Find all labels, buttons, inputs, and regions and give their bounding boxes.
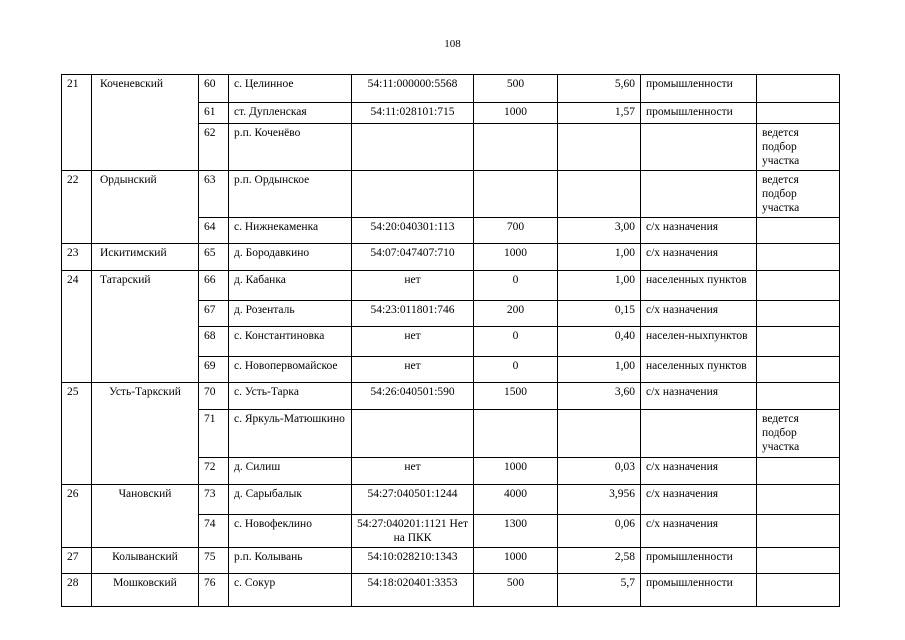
area-cell: 3,00: [558, 218, 641, 244]
row-number: 68: [199, 327, 229, 357]
cadastral-number-cell: нет: [352, 458, 474, 485]
cadastral-number-cell: нет: [352, 271, 474, 301]
table-row: [62, 244, 840, 271]
table-row: [62, 171, 840, 218]
settlement-cell: д. Бородавкино: [229, 244, 352, 271]
table-body: [62, 75, 840, 607]
area-cell: 1,00: [558, 244, 641, 271]
value-cell: 1500: [474, 383, 558, 410]
settlement-cell: с. Нижнекаменка: [229, 218, 352, 244]
row-number: 65: [199, 244, 229, 271]
value-cell: [474, 410, 558, 458]
settlement-cell: д. Розенталь: [229, 301, 352, 327]
purpose-cell: с/х назначения: [641, 218, 757, 244]
row-number: 69: [199, 357, 229, 383]
value-cell: 1000: [474, 548, 558, 574]
row-number: 62: [199, 124, 229, 171]
district-name-cell: Искитимский: [92, 244, 199, 271]
district-name-cell: Колыванский: [92, 548, 199, 574]
row-number: 72: [199, 458, 229, 485]
cadastral-number-cell: нет: [352, 327, 474, 357]
purpose-cell: населен-ныхпунктов: [641, 327, 757, 357]
row-number: 70: [199, 383, 229, 410]
value-cell: 0: [474, 271, 558, 301]
value-cell: 700: [474, 218, 558, 244]
district-number-cell: 21: [62, 75, 92, 171]
cadastral-number-cell: 54:27:040501:1244: [352, 485, 474, 515]
settlement-cell: с. Константиновка: [229, 327, 352, 357]
area-cell: 2,58: [558, 548, 641, 574]
area-cell: 3,60: [558, 383, 641, 410]
purpose-cell: [641, 410, 757, 458]
row-number: 61: [199, 103, 229, 124]
purpose-cell: с/х назначения: [641, 383, 757, 410]
table-row: [62, 548, 840, 574]
area-cell: 3,956: [558, 485, 641, 515]
cadastral-number-cell: 54:20:040301:113: [352, 218, 474, 244]
note-cell: [757, 218, 840, 244]
table-row: [62, 271, 840, 301]
district-name-cell: Мошковский: [92, 574, 199, 607]
district-name-cell: Чановский: [92, 485, 199, 548]
purpose-cell: населенных пунктов: [641, 271, 757, 301]
value-cell: [474, 124, 558, 171]
purpose-cell: [641, 124, 757, 171]
cadastral-number-cell: 54:23:011801:746: [352, 301, 474, 327]
cadastral-number-cell: 54:26:040501:590: [352, 383, 474, 410]
area-cell: 1,00: [558, 357, 641, 383]
district-number-cell: 26: [62, 485, 92, 548]
settlement-cell: д. Сарыбалык: [229, 485, 352, 515]
purpose-cell: промышленности: [641, 548, 757, 574]
cadastral-number-cell: 54:11:000000:5568: [352, 75, 474, 103]
settlement-cell: р.п. Колывань: [229, 548, 352, 574]
cadastral-number-cell: [352, 124, 474, 171]
land-plot-table: [61, 74, 840, 607]
note-cell: [757, 301, 840, 327]
district-name-cell: Коченевский: [92, 75, 199, 171]
settlement-cell: д. Силиш: [229, 458, 352, 485]
cadastral-number-cell: 54:18:020401:3353: [352, 574, 474, 607]
row-number: 73: [199, 485, 229, 515]
row-number: 75: [199, 548, 229, 574]
area-cell: [558, 171, 641, 218]
value-cell: 0: [474, 327, 558, 357]
table-row: [62, 574, 840, 607]
district-name-cell: Усть-Таркский: [92, 383, 199, 485]
purpose-cell: с/х назначения: [641, 244, 757, 271]
district-number-cell: 25: [62, 383, 92, 485]
district-number-cell: 27: [62, 548, 92, 574]
row-number: 71: [199, 410, 229, 458]
value-cell: 1300: [474, 515, 558, 548]
note-cell: [757, 75, 840, 103]
area-cell: 0,06: [558, 515, 641, 548]
area-cell: 1,57: [558, 103, 641, 124]
purpose-cell: с/х назначения: [641, 515, 757, 548]
value-cell: [474, 171, 558, 218]
district-number-cell: 23: [62, 244, 92, 271]
purpose-cell: населенных пунктов: [641, 357, 757, 383]
note-cell: [757, 485, 840, 515]
note-cell: [757, 357, 840, 383]
row-number: 67: [199, 301, 229, 327]
value-cell: 1000: [474, 103, 558, 124]
table-row: [62, 383, 840, 410]
note-cell: [757, 383, 840, 410]
settlement-cell: с. Усть-Тарка: [229, 383, 352, 410]
note-cell: [757, 548, 840, 574]
row-number: 60: [199, 75, 229, 103]
note-cell: [757, 244, 840, 271]
cadastral-number-cell: нет: [352, 357, 474, 383]
area-cell: 5,60: [558, 75, 641, 103]
cadastral-number-cell: 54:11:028101:715: [352, 103, 474, 124]
purpose-cell: с/х назначения: [641, 301, 757, 327]
note-cell: [757, 574, 840, 607]
settlement-cell: р.п. Ордынское: [229, 171, 352, 218]
value-cell: 500: [474, 75, 558, 103]
value-cell: 200: [474, 301, 558, 327]
area-cell: 0,03: [558, 458, 641, 485]
row-number: 64: [199, 218, 229, 244]
area-cell: [558, 124, 641, 171]
settlement-cell: с. Яркуль-Матюшкино: [229, 410, 352, 458]
district-number-cell: 22: [62, 171, 92, 244]
settlement-cell: р.п. Коченёво: [229, 124, 352, 171]
purpose-cell: с/х назначения: [641, 485, 757, 515]
area-cell: 0,40: [558, 327, 641, 357]
note-cell: [757, 271, 840, 301]
settlement-cell: д. Кабанка: [229, 271, 352, 301]
row-number: 63: [199, 171, 229, 218]
purpose-cell: промышленности: [641, 103, 757, 124]
district-number-cell: 28: [62, 574, 92, 607]
note-cell: [757, 458, 840, 485]
settlement-cell: с. Целинное: [229, 75, 352, 103]
settlement-cell: ст. Дупленская: [229, 103, 352, 124]
purpose-cell: с/х назначения: [641, 458, 757, 485]
area-cell: 1,00: [558, 271, 641, 301]
note-cell: [757, 327, 840, 357]
note-cell: ведется подбор участка: [757, 171, 840, 218]
table-row: [62, 75, 840, 103]
row-number: 66: [199, 271, 229, 301]
value-cell: 0: [474, 357, 558, 383]
cadastral-number-cell: [352, 410, 474, 458]
district-name-cell: Татарский: [92, 271, 199, 383]
note-cell: ведется подбор участка: [757, 410, 840, 458]
cadastral-number-cell: 54:07:047407:710: [352, 244, 474, 271]
value-cell: 4000: [474, 485, 558, 515]
purpose-cell: промышленности: [641, 574, 757, 607]
cadastral-number-cell: 54:10:028210:1343: [352, 548, 474, 574]
value-cell: 1000: [474, 244, 558, 271]
district-name-cell: Ордынский: [92, 171, 199, 244]
note-cell: ведется подбор участка: [757, 124, 840, 171]
row-number: 74: [199, 515, 229, 548]
note-cell: [757, 515, 840, 548]
page-number: 108: [444, 38, 461, 50]
note-cell: [757, 103, 840, 124]
purpose-cell: [641, 171, 757, 218]
settlement-cell: с. Сокур: [229, 574, 352, 607]
cadastral-number-cell: [352, 171, 474, 218]
purpose-cell: промышленности: [641, 75, 757, 103]
cadastral-number-cell: 54:27:040201:1121 Нет на ПКК: [352, 515, 474, 548]
area-cell: 0,15: [558, 301, 641, 327]
district-number-cell: 24: [62, 271, 92, 383]
value-cell: 500: [474, 574, 558, 607]
row-number: 76: [199, 574, 229, 607]
settlement-cell: с. Новофеклино: [229, 515, 352, 548]
area-cell: 5,7: [558, 574, 641, 607]
area-cell: [558, 410, 641, 458]
table-row: [62, 485, 840, 515]
settlement-cell: с. Новопервомайское: [229, 357, 352, 383]
value-cell: 1000: [474, 458, 558, 485]
